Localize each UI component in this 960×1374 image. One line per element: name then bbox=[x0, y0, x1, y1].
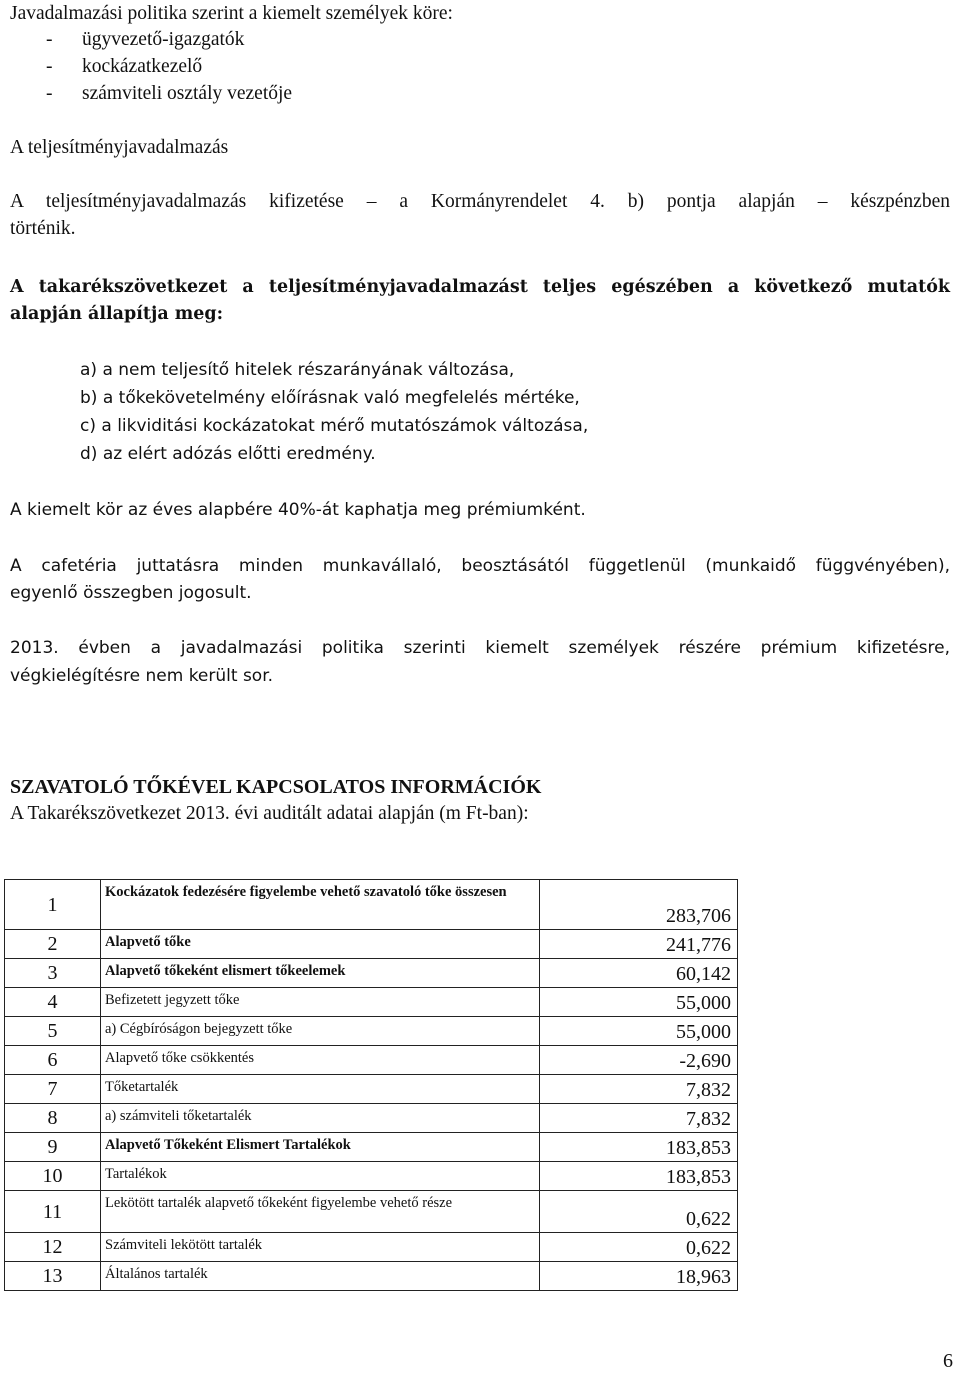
row-value: 7,832 bbox=[540, 1104, 738, 1133]
table-row bbox=[5, 959, 738, 988]
bullet-dash: - bbox=[46, 83, 53, 104]
row-number: 7 bbox=[5, 1075, 101, 1104]
row-number: 3 bbox=[5, 959, 101, 988]
row-number: 5 bbox=[5, 1017, 101, 1046]
row-label: Általános tartalék bbox=[101, 1262, 540, 1291]
paragraph-line: alapján állapítja meg: bbox=[10, 304, 224, 324]
row-number: 1 bbox=[5, 880, 101, 930]
table-row bbox=[5, 1133, 738, 1162]
row-number: 12 bbox=[5, 1233, 101, 1262]
bullet-dash: - bbox=[46, 56, 53, 77]
row-label: Alapvető Tőkeként Elismert Tartalékok bbox=[101, 1133, 540, 1162]
paragraph-line: történik. bbox=[10, 218, 76, 239]
row-value: 241,776 bbox=[540, 930, 738, 959]
row-value: 183,853 bbox=[540, 1133, 738, 1162]
section-title: A teljesítményjavadalmazás bbox=[10, 137, 229, 158]
list-item bbox=[46, 55, 202, 79]
table-row bbox=[5, 880, 738, 930]
table-row bbox=[5, 1262, 738, 1291]
row-label: Tartalékok bbox=[101, 1162, 540, 1191]
row-label: Tőketartalék bbox=[101, 1075, 540, 1104]
list-item bbox=[46, 28, 244, 52]
table-row bbox=[5, 1233, 738, 1262]
row-value: -2,690 bbox=[540, 1046, 738, 1075]
indicator-item: c) a likviditási kockázatokat mérő mutatószámok változása, bbox=[80, 416, 589, 436]
row-number: 6 bbox=[5, 1046, 101, 1075]
row-label: Alapvető tőke bbox=[101, 930, 540, 959]
table-row bbox=[5, 1104, 738, 1133]
row-label: Alapvető tőke csökkentés bbox=[101, 1046, 540, 1075]
row-label: Kockázatok fedezésére figyelembe vehető szavatoló tőke összesen bbox=[101, 880, 540, 930]
row-value: 183,853 bbox=[540, 1162, 738, 1191]
row-label: Alapvető tőkeként elismert tőkeelemek bbox=[101, 959, 540, 988]
indicator-item: d) az elért adózás előtti eredmény. bbox=[80, 444, 376, 464]
bullet-dash: - bbox=[46, 29, 53, 50]
row-label: Lekötött tartalék alapvető tőkeként figyelembe vehető része bbox=[101, 1191, 540, 1233]
capital-heading: SZAVATOLÓ TŐKÉVEL KAPCSOLATOS INFORMÁCIÓK bbox=[10, 776, 542, 798]
paragraph-line: A takarékszövetkezet a teljesítményjavadalmazást teljes egészében a következő mutatók bbox=[10, 277, 950, 297]
row-number: 4 bbox=[5, 988, 101, 1017]
table-row bbox=[5, 1046, 738, 1075]
table-row bbox=[5, 1162, 738, 1191]
row-number: 2 bbox=[5, 930, 101, 959]
row-value: 18,963 bbox=[540, 1262, 738, 1291]
indicator-item: a) a nem teljesítő hitelek részarányának változása, bbox=[80, 360, 515, 380]
row-label: a) számviteli tőketartalék bbox=[101, 1104, 540, 1133]
row-value: 60,142 bbox=[540, 959, 738, 988]
paragraph-line: A teljesítményjavadalmazás kifizetése – a Kormányrendelet 4. b) pontja alapján – készpénzben bbox=[10, 191, 950, 212]
list-item-text: ügyvezető-igazgatók bbox=[82, 29, 245, 50]
row-number: 13 bbox=[5, 1262, 101, 1291]
capital-subheading: A Takarékszövetkezet 2013. évi auditált adatai alapján (m Ft-ban): bbox=[10, 803, 529, 824]
row-number: 10 bbox=[5, 1162, 101, 1191]
paragraph-line: végkielégítésre nem került sor. bbox=[10, 666, 274, 686]
indicator-item: b) a tőkekövetelmény előírásnak való megfelelés mértéke, bbox=[80, 388, 580, 408]
capital-table bbox=[4, 879, 738, 1291]
row-value: 283,706 bbox=[540, 880, 738, 930]
list-item-text: kockázatkezelő bbox=[82, 56, 203, 77]
row-label: Befizetett jegyzett tőke bbox=[101, 988, 540, 1017]
row-value: 0,622 bbox=[540, 1233, 738, 1262]
table-row bbox=[5, 930, 738, 959]
premium-text: A kiemelt kör az éves alapbére 40%-át kaphatja meg prémiumként. bbox=[10, 500, 586, 520]
row-label: a) Cégbíróságon bejegyzett tőke bbox=[101, 1017, 540, 1046]
list-item-text: számviteli osztály vezetője bbox=[82, 83, 293, 104]
table-row bbox=[5, 1017, 738, 1046]
list-item bbox=[46, 82, 292, 106]
table-row bbox=[5, 1075, 738, 1104]
row-label: Számviteli lekötött tartalék bbox=[101, 1233, 540, 1262]
row-value: 7,832 bbox=[540, 1075, 738, 1104]
page-number: 6 bbox=[943, 1350, 953, 1372]
row-value: 55,000 bbox=[540, 1017, 738, 1046]
row-value: 0,622 bbox=[540, 1191, 738, 1233]
intro-line: Javadalmazási politika szerint a kiemelt személyek köre: bbox=[10, 3, 453, 24]
row-number: 9 bbox=[5, 1133, 101, 1162]
row-number: 8 bbox=[5, 1104, 101, 1133]
row-number: 11 bbox=[5, 1191, 101, 1233]
row-value: 55,000 bbox=[540, 988, 738, 1017]
paragraph-line: A cafetéria juttatásra minden munkavállaló, beosztásától függetlenül (munkaidő függvényében), bbox=[10, 556, 950, 576]
table-row bbox=[5, 988, 738, 1017]
paragraph-line: egyenlő összegben jogosult. bbox=[10, 583, 252, 603]
paragraph-line: 2013. évben a javadalmazási politika szerinti kiemelt személyek részére prémium kifizetésre, bbox=[10, 638, 950, 658]
table-row bbox=[5, 1191, 738, 1233]
